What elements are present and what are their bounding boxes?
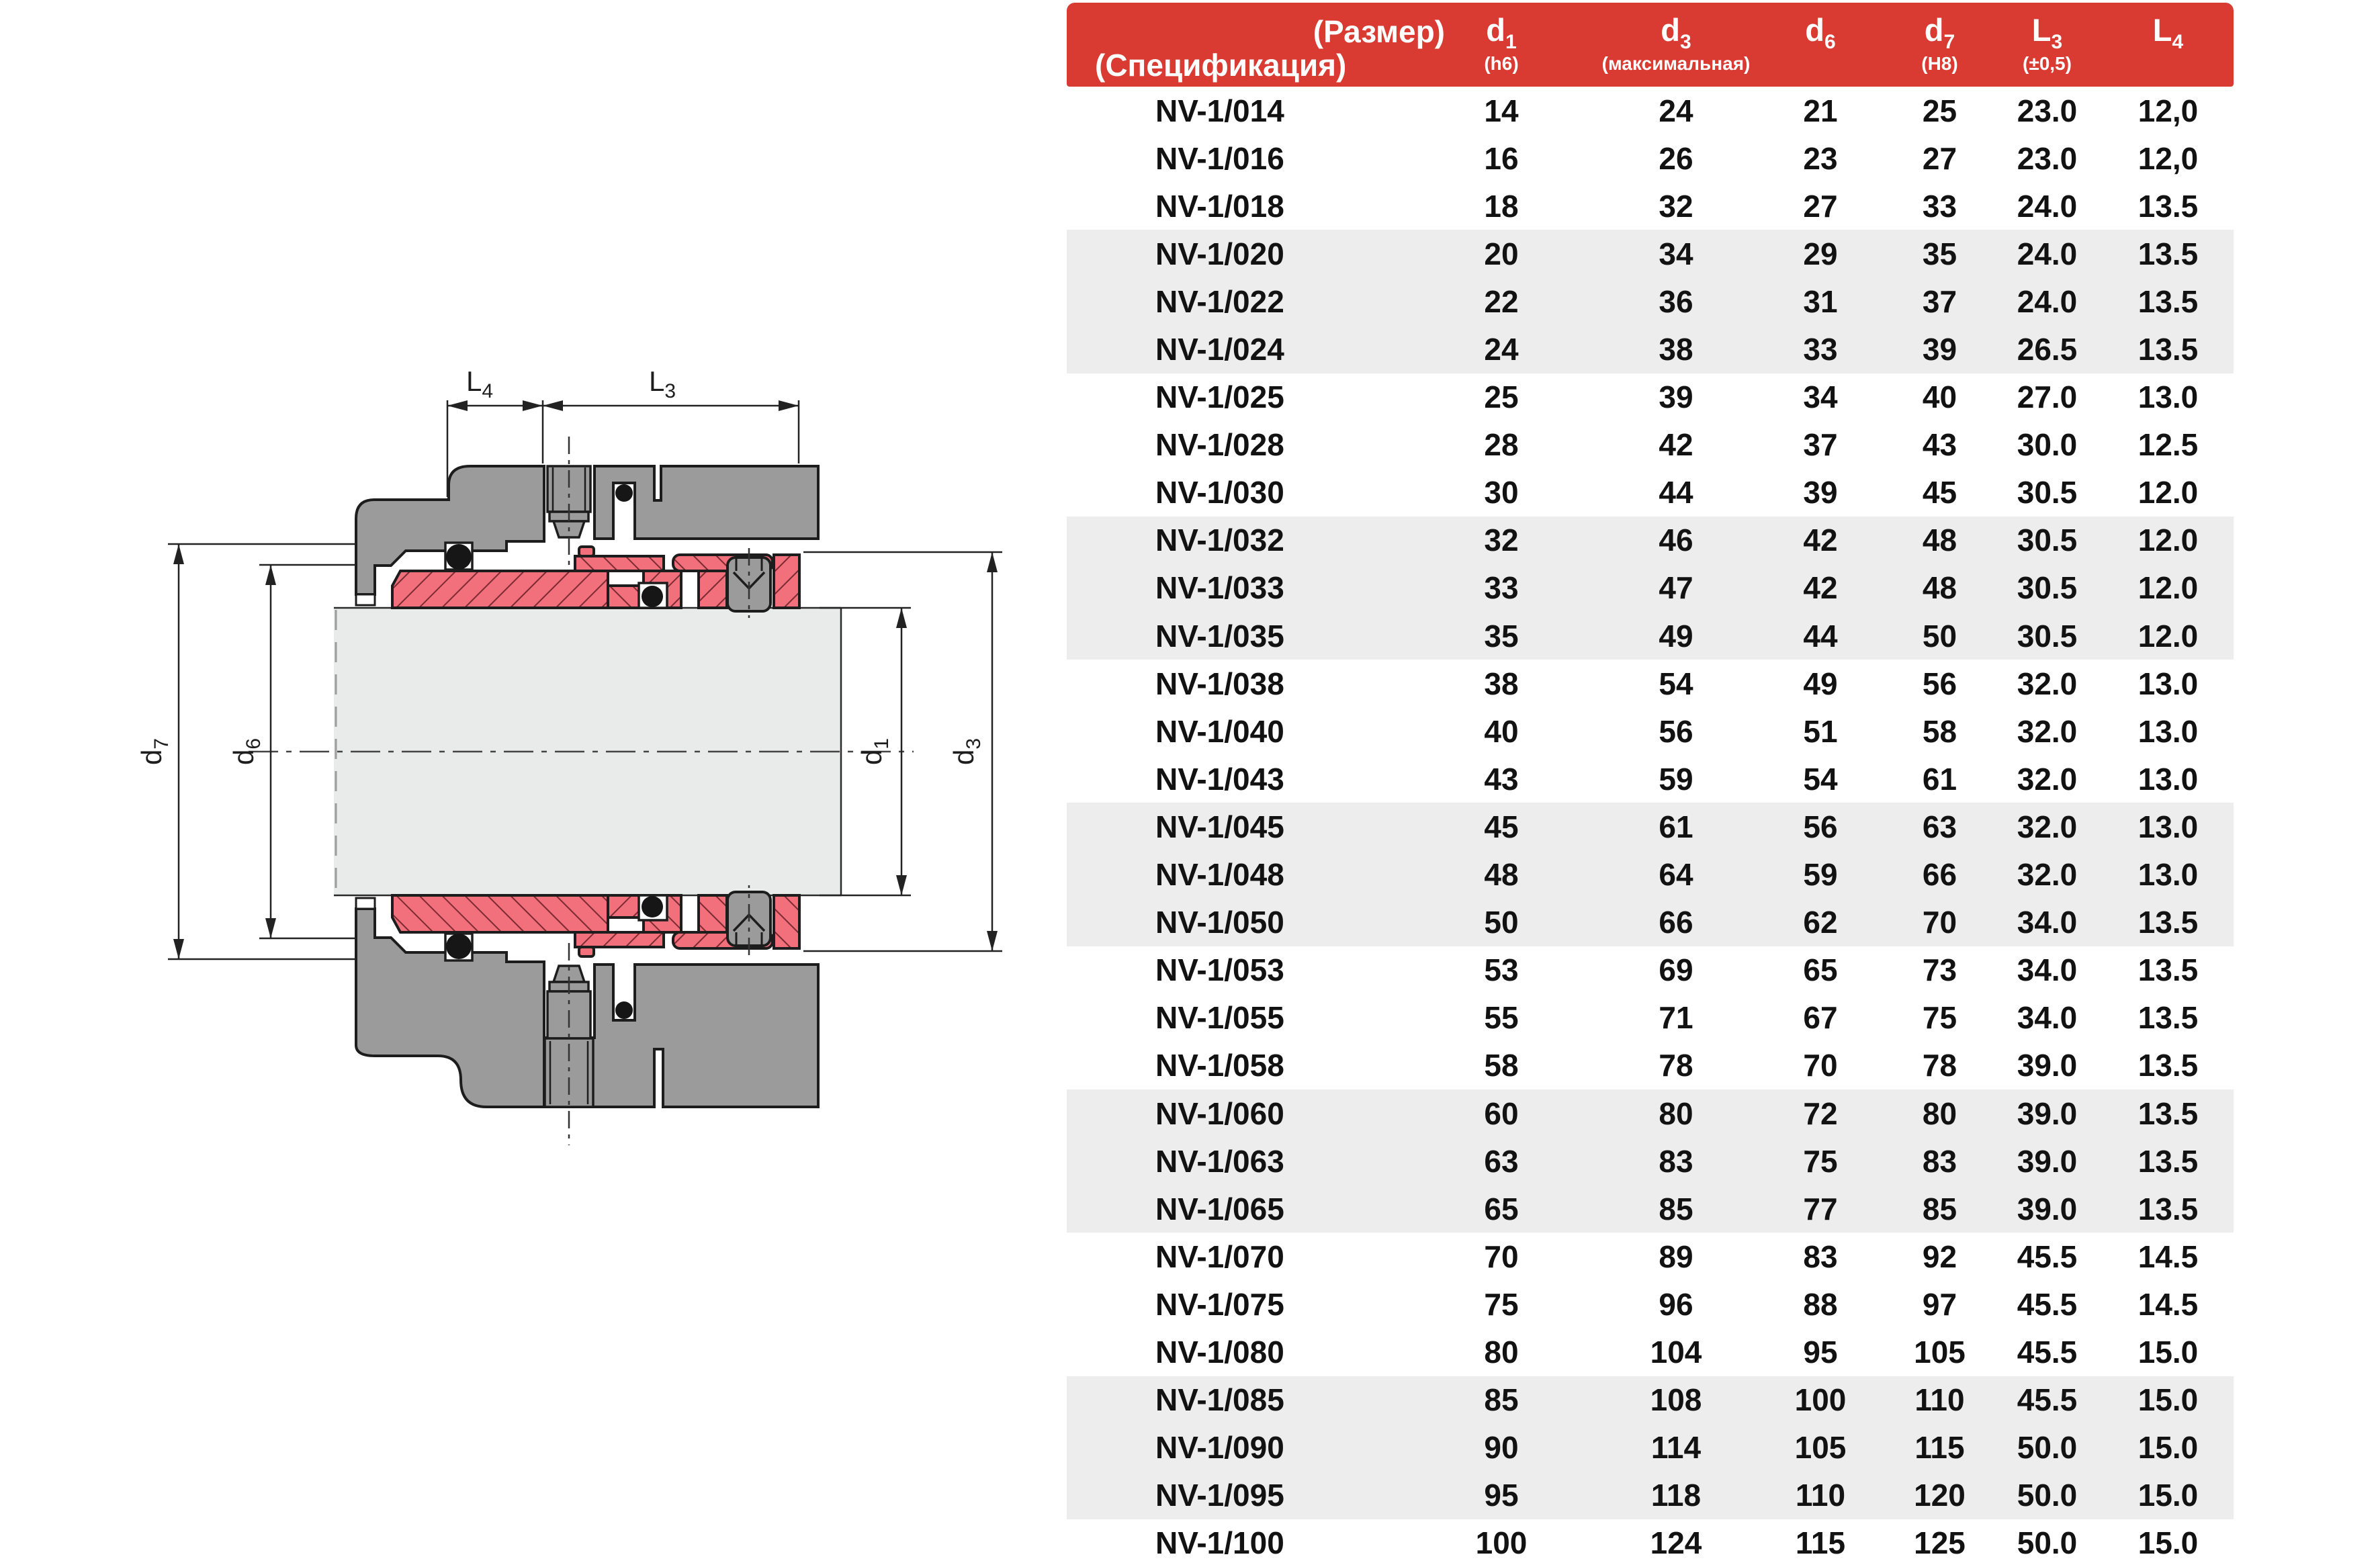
L4-cell: 12.0	[2137, 475, 2199, 510]
d6-cell: 31	[1803, 283, 1838, 319]
L4-cell: 13.5	[2137, 188, 2199, 224]
L3-cell: 30.5	[2017, 570, 2078, 606]
d6-cell: 70	[1803, 1048, 1838, 1083]
dim-label-d3: $d_3$	[948, 737, 985, 766]
d3-cell: 89	[1659, 1239, 1693, 1274]
d1-cell: 75	[1484, 1286, 1519, 1322]
d3-cell: 36	[1659, 283, 1693, 319]
d3-cell: 66	[1659, 905, 1693, 940]
spec-name-cell: NV-1/100	[1155, 1525, 1284, 1561]
d1-cell: 85	[1484, 1382, 1519, 1418]
table-row	[1067, 660, 2234, 707]
L3-cell: 32.0	[2017, 761, 2078, 797]
L4-cell: 12,0	[2137, 140, 2199, 176]
d3-cell: 114	[1650, 1430, 1702, 1466]
L3-cell: 24.0	[2017, 188, 2078, 224]
d3-cell: 42	[1659, 427, 1693, 463]
L4-cell: 12.0	[2137, 618, 2199, 654]
L3-cell: 50.0	[2017, 1478, 2078, 1513]
d6-cell: 51	[1803, 713, 1838, 749]
d6-cell: 44	[1803, 618, 1838, 654]
d7-cell: 25	[1922, 93, 1957, 128]
L4-cell: 13.0	[2137, 809, 2199, 844]
d1-cell: 70	[1484, 1239, 1519, 1274]
d1-cell: 24	[1484, 332, 1519, 367]
table-row	[1067, 87, 2234, 134]
L3-cell: 24.0	[2017, 283, 2078, 319]
d6-cell: 56	[1803, 809, 1838, 844]
clamp-bolt-bottom	[545, 943, 593, 1145]
table-row	[1067, 851, 2234, 899]
table-row	[1067, 1185, 2234, 1233]
L4-cell: 13.5	[2137, 1048, 2199, 1083]
L3-cell: 32.0	[2017, 809, 2078, 844]
d1-cell: 65	[1484, 1191, 1519, 1226]
spec-name-cell: NV-1/085	[1155, 1382, 1284, 1418]
d7-cell: 45	[1922, 475, 1957, 510]
spec-name-cell: NV-1/038	[1155, 666, 1284, 701]
L4-cell: 13.0	[2137, 666, 2199, 701]
d3-cell: 96	[1659, 1286, 1693, 1322]
d6-cell: 95	[1803, 1334, 1838, 1370]
spec-name-cell: NV-1/024	[1155, 332, 1284, 367]
d6-cell: 77	[1803, 1191, 1838, 1226]
d1-cell: 40	[1484, 713, 1519, 749]
d7-cell: 39	[1922, 332, 1957, 367]
d7-cell: 43	[1922, 427, 1957, 463]
table-row	[1067, 803, 2234, 850]
L4-cell: 13.5	[2137, 1095, 2199, 1131]
L4-cell: 13.5	[2137, 332, 2199, 367]
d3-cell: 59	[1659, 761, 1693, 797]
d6-cell: 83	[1803, 1239, 1838, 1274]
d7-cell: 73	[1922, 952, 1957, 988]
L4-cell: 13.0	[2137, 857, 2199, 893]
spec-name-cell: NV-1/040	[1155, 713, 1284, 749]
spec-name-cell: NV-1/070	[1155, 1239, 1284, 1274]
spec-name-cell: NV-1/020	[1155, 236, 1284, 271]
L4-cell: 14.5	[2137, 1239, 2199, 1274]
table-row	[1067, 1233, 2234, 1280]
d1-cell: 53	[1484, 952, 1519, 988]
d3-cell: 108	[1650, 1382, 1702, 1418]
d6-cell: 49	[1803, 666, 1838, 701]
table-row	[1067, 1328, 2234, 1376]
L4-cell: 12.0	[2137, 570, 2199, 606]
L3-cell: 23.0	[2017, 93, 2078, 128]
d6-cell: 21	[1803, 93, 1838, 128]
table-row	[1067, 707, 2234, 755]
d7-cell: 80	[1922, 1095, 1957, 1131]
d6-cell: 110	[1795, 1478, 1846, 1513]
spec-name-cell: NV-1/095	[1155, 1478, 1284, 1513]
L3-cell: 23.0	[2017, 140, 2078, 176]
table-row	[1067, 612, 2234, 660]
d3-cell: 44	[1659, 475, 1693, 510]
d6-cell: 37	[1803, 427, 1838, 463]
header-size-label: (Размер)	[1313, 14, 1445, 49]
d3-cell: 32	[1659, 188, 1693, 224]
d7-cell: 61	[1922, 761, 1957, 797]
d1-cell: 80	[1484, 1334, 1519, 1370]
d1-cell: 32	[1484, 523, 1519, 558]
d3-cell: 46	[1659, 523, 1693, 558]
L3-cell: 30.5	[2017, 618, 2078, 654]
d7-cell: 40	[1922, 379, 1957, 415]
L4-cell: 13.0	[2137, 379, 2199, 415]
spec-name-cell: NV-1/065	[1155, 1191, 1284, 1226]
table-row	[1067, 899, 2234, 946]
spec-name-cell: NV-1/028	[1155, 427, 1284, 463]
header-col-d6: d6	[1805, 12, 1836, 53]
L4-cell: 13.5	[2137, 1000, 2199, 1036]
d6-cell: 67	[1803, 1000, 1838, 1036]
d7-cell: 85	[1922, 1191, 1957, 1226]
L4-cell: 15.0	[2137, 1525, 2199, 1561]
d6-cell: 54	[1803, 761, 1838, 797]
d3-cell: 78	[1659, 1048, 1693, 1083]
d3-cell: 69	[1659, 952, 1693, 988]
dim-label-d7: $d_7$	[136, 737, 173, 766]
header-note-d7: (H8)	[1921, 53, 1958, 75]
d1-cell: 18	[1484, 188, 1519, 224]
spec-name-cell: NV-1/080	[1155, 1334, 1284, 1370]
table-row	[1067, 1137, 2234, 1185]
header-spec-label: (Спецификация)	[1095, 48, 1347, 83]
d1-cell: 100	[1475, 1525, 1528, 1561]
table-row	[1067, 1424, 2234, 1472]
d3-cell: 56	[1659, 713, 1693, 749]
d3-cell: 104	[1650, 1334, 1702, 1370]
d6-cell: 72	[1803, 1095, 1838, 1131]
d7-cell: 35	[1922, 236, 1957, 271]
d7-cell: 33	[1922, 188, 1957, 224]
table-row	[1067, 1472, 2234, 1519]
L3-cell: 45.5	[2017, 1239, 2078, 1274]
dim-label-d1: $d_1$	[856, 737, 893, 766]
header-col-L3: L3 (±0,5)	[2023, 12, 2072, 75]
d7-cell: 48	[1922, 570, 1957, 606]
d1-cell: 60	[1484, 1095, 1519, 1131]
d6-cell: 42	[1803, 570, 1838, 606]
header-col-d1: d1 (h6)	[1484, 12, 1519, 75]
L3-cell: 32.0	[2017, 857, 2078, 893]
spec-name-cell: NV-1/025	[1155, 379, 1284, 415]
mechanical-seal-cross-section-diagram	[0, 0, 1061, 1567]
d1-cell: 48	[1484, 857, 1519, 893]
d6-cell: 75	[1803, 1143, 1838, 1179]
header-note-d1: (h6)	[1484, 53, 1519, 75]
d1-cell: 22	[1484, 283, 1519, 319]
L4-cell: 15.0	[2137, 1430, 2199, 1466]
spec-name-cell: NV-1/063	[1155, 1143, 1284, 1179]
d6-cell: 39	[1803, 475, 1838, 510]
d1-cell: 63	[1484, 1143, 1519, 1179]
spec-name-cell: NV-1/090	[1155, 1430, 1284, 1466]
d3-cell: 26	[1659, 140, 1693, 176]
spec-name-cell: NV-1/033	[1155, 570, 1284, 606]
d3-cell: 118	[1650, 1478, 1702, 1513]
d1-cell: 16	[1484, 140, 1519, 176]
table-row	[1067, 517, 2234, 564]
d1-cell: 38	[1484, 666, 1519, 701]
d7-cell: 105	[1914, 1334, 1966, 1370]
table-row	[1067, 325, 2234, 373]
spec-name-cell: NV-1/030	[1155, 475, 1284, 510]
table-row	[1067, 1376, 2234, 1424]
d7-cell: 58	[1922, 713, 1957, 749]
d7-cell: 115	[1914, 1430, 1965, 1466]
table-body	[1067, 87, 2234, 1567]
dim-label-L3: $L_3$	[648, 365, 676, 402]
L4-cell: 13.5	[2137, 283, 2199, 319]
spec-name-cell: NV-1/018	[1155, 188, 1284, 224]
d1-cell: 28	[1484, 427, 1519, 463]
L4-cell: 13.5	[2137, 1143, 2199, 1179]
L3-cell: 39.0	[2017, 1143, 2078, 1179]
d1-cell: 30	[1484, 475, 1519, 510]
table-row	[1067, 134, 2234, 182]
d3-cell: 38	[1659, 332, 1693, 367]
d7-cell: 66	[1922, 857, 1957, 893]
d7-cell: 120	[1914, 1478, 1966, 1513]
L3-cell: 24.0	[2017, 236, 2078, 271]
d6-cell: 115	[1795, 1525, 1846, 1561]
d7-cell: 27	[1922, 140, 1957, 176]
table-row	[1067, 946, 2234, 994]
spec-name-cell: NV-1/055	[1155, 1000, 1284, 1036]
d6-cell: 105	[1794, 1430, 1847, 1466]
d1-cell: 50	[1484, 905, 1519, 940]
d6-cell: 62	[1803, 905, 1838, 940]
d7-cell: 50	[1922, 618, 1957, 654]
d3-cell: 85	[1659, 1191, 1693, 1226]
d6-cell: 27	[1803, 188, 1838, 224]
d1-cell: 58	[1484, 1048, 1519, 1083]
d7-cell: 78	[1922, 1048, 1957, 1083]
d6-cell: 29	[1803, 236, 1838, 271]
d7-cell: 37	[1922, 283, 1957, 319]
L4-cell: 13.0	[2137, 713, 2199, 749]
d7-cell: 63	[1922, 809, 1957, 844]
L3-cell: 32.0	[2017, 666, 2078, 701]
spec-name-cell: NV-1/016	[1155, 140, 1284, 176]
L4-cell: 13.0	[2137, 761, 2199, 797]
d6-cell: 65	[1803, 952, 1838, 988]
header-col-d3: d3 (максимальная)	[1601, 12, 1751, 75]
d1-cell: 33	[1484, 570, 1519, 606]
table-row	[1067, 755, 2234, 803]
d3-cell: 24	[1659, 93, 1693, 128]
d1-cell: 25	[1484, 379, 1519, 415]
L3-cell: 26.5	[2017, 332, 2078, 367]
spec-name-cell: NV-1/050	[1155, 905, 1284, 940]
d6-cell: 42	[1803, 523, 1838, 558]
table-row	[1067, 230, 2234, 277]
L3-cell: 39.0	[2017, 1095, 2078, 1131]
spec-name-cell: NV-1/058	[1155, 1048, 1284, 1083]
L4-cell: 13.5	[2137, 236, 2199, 271]
spec-name-cell: NV-1/053	[1155, 952, 1284, 988]
d6-cell: 88	[1803, 1286, 1838, 1322]
dim-label-d6: $d_6$	[228, 737, 265, 766]
spec-name-cell: NV-1/045	[1155, 809, 1284, 844]
housing-top-right	[594, 466, 818, 539]
L3-cell: 50.0	[2017, 1430, 2078, 1466]
header-col-d7: d7 (H8)	[1921, 12, 1958, 75]
d1-cell: 90	[1484, 1430, 1519, 1466]
L3-cell: 30.0	[2017, 427, 2078, 463]
L3-cell: 50.0	[2017, 1525, 2078, 1561]
spec-name-cell: NV-1/014	[1155, 93, 1284, 128]
d7-cell: 97	[1922, 1286, 1957, 1322]
L3-cell: 34.0	[2017, 952, 2078, 988]
spec-name-cell: NV-1/022	[1155, 283, 1284, 319]
header-col-L4: L4	[2152, 12, 2184, 53]
header-note-L3: (±0,5)	[2023, 53, 2072, 75]
L3-cell: 32.0	[2017, 713, 2078, 749]
L4-cell: 13.5	[2137, 952, 2199, 988]
L3-cell: 30.5	[2017, 475, 2078, 510]
spec-name-cell: NV-1/032	[1155, 523, 1284, 558]
d7-cell: 110	[1914, 1382, 1965, 1418]
L3-cell: 27.0	[2017, 379, 2078, 415]
d6-cell: 34	[1803, 379, 1838, 415]
table-row	[1067, 564, 2234, 612]
d3-cell: 71	[1659, 1000, 1693, 1036]
L4-cell: 12.5	[2137, 427, 2199, 463]
spec-name-cell: NV-1/060	[1155, 1095, 1284, 1131]
table-row	[1067, 469, 2234, 517]
wall-spacer-top	[356, 594, 375, 605]
d7-cell: 70	[1922, 905, 1957, 940]
L3-cell: 39.0	[2017, 1048, 2078, 1083]
L4-cell: 15.0	[2137, 1382, 2199, 1418]
L3-cell: 45.5	[2017, 1382, 2078, 1418]
L4-cell: 15.0	[2137, 1478, 2199, 1513]
d6-cell: 23	[1803, 140, 1838, 176]
L3-cell: 45.5	[2017, 1334, 2078, 1370]
d3-cell: 83	[1659, 1143, 1693, 1179]
d3-cell: 34	[1659, 236, 1693, 271]
d7-cell: 92	[1922, 1239, 1957, 1274]
table-row	[1067, 421, 2234, 469]
spec-name-cell: NV-1/048	[1155, 857, 1284, 893]
L3-cell: 39.0	[2017, 1191, 2078, 1226]
L4-cell: 12,0	[2137, 93, 2199, 128]
spec-name-cell: NV-1/035	[1155, 618, 1284, 654]
d1-cell: 20	[1484, 236, 1519, 271]
table-row	[1067, 1519, 2234, 1567]
d6-cell: 59	[1803, 857, 1838, 893]
spec-name-cell: NV-1/043	[1155, 761, 1284, 797]
header-size-spec	[1067, 3, 1445, 87]
d1-cell: 95	[1484, 1478, 1519, 1513]
d3-cell: 64	[1659, 857, 1693, 893]
d1-cell: 14	[1484, 93, 1519, 128]
d3-cell: 49	[1659, 618, 1693, 654]
d3-cell: 80	[1659, 1095, 1693, 1131]
d6-cell: 33	[1803, 332, 1838, 367]
L3-cell: 45.5	[2017, 1286, 2078, 1322]
d3-cell: 61	[1659, 809, 1693, 844]
d3-cell: 39	[1659, 379, 1693, 415]
table-row	[1067, 1089, 2234, 1137]
d3-cell: 124	[1650, 1525, 1702, 1561]
d7-cell: 56	[1922, 666, 1957, 701]
table-row	[1067, 1042, 2234, 1089]
table-header	[1067, 3, 2234, 87]
d7-cell: 83	[1922, 1143, 1957, 1179]
d3-cell: 47	[1659, 570, 1693, 606]
d7-cell: 125	[1914, 1525, 1966, 1561]
L4-cell: 13.5	[2137, 1191, 2199, 1226]
wall-spacer-bottom	[356, 898, 375, 909]
L4-cell: 12.0	[2137, 523, 2199, 558]
dim-label-L4: $L_4$	[466, 365, 494, 402]
d6-cell: 100	[1794, 1382, 1847, 1418]
L3-cell: 30.5	[2017, 523, 2078, 558]
d3-cell: 54	[1659, 666, 1693, 701]
d1-cell: 55	[1484, 1000, 1519, 1036]
spec-table	[1067, 3, 2234, 1567]
header-note-d3: (максимальная)	[1601, 53, 1751, 75]
L4-cell: 14.5	[2137, 1286, 2199, 1322]
d1-cell: 43	[1484, 761, 1519, 797]
d1-cell: 35	[1484, 618, 1519, 654]
d7-cell: 48	[1922, 523, 1957, 558]
table-row	[1067, 277, 2234, 325]
table-row	[1067, 1280, 2234, 1328]
L4-cell: 13.5	[2137, 905, 2199, 940]
L3-cell: 34.0	[2017, 905, 2078, 940]
d1-cell: 45	[1484, 809, 1519, 844]
table-row	[1067, 182, 2234, 230]
L3-cell: 34.0	[2017, 1000, 2078, 1036]
L4-cell: 15.0	[2137, 1334, 2199, 1370]
spec-name-cell: NV-1/075	[1155, 1286, 1284, 1322]
d7-cell: 75	[1922, 1000, 1957, 1036]
table-row	[1067, 373, 2234, 421]
table-row	[1067, 994, 2234, 1042]
